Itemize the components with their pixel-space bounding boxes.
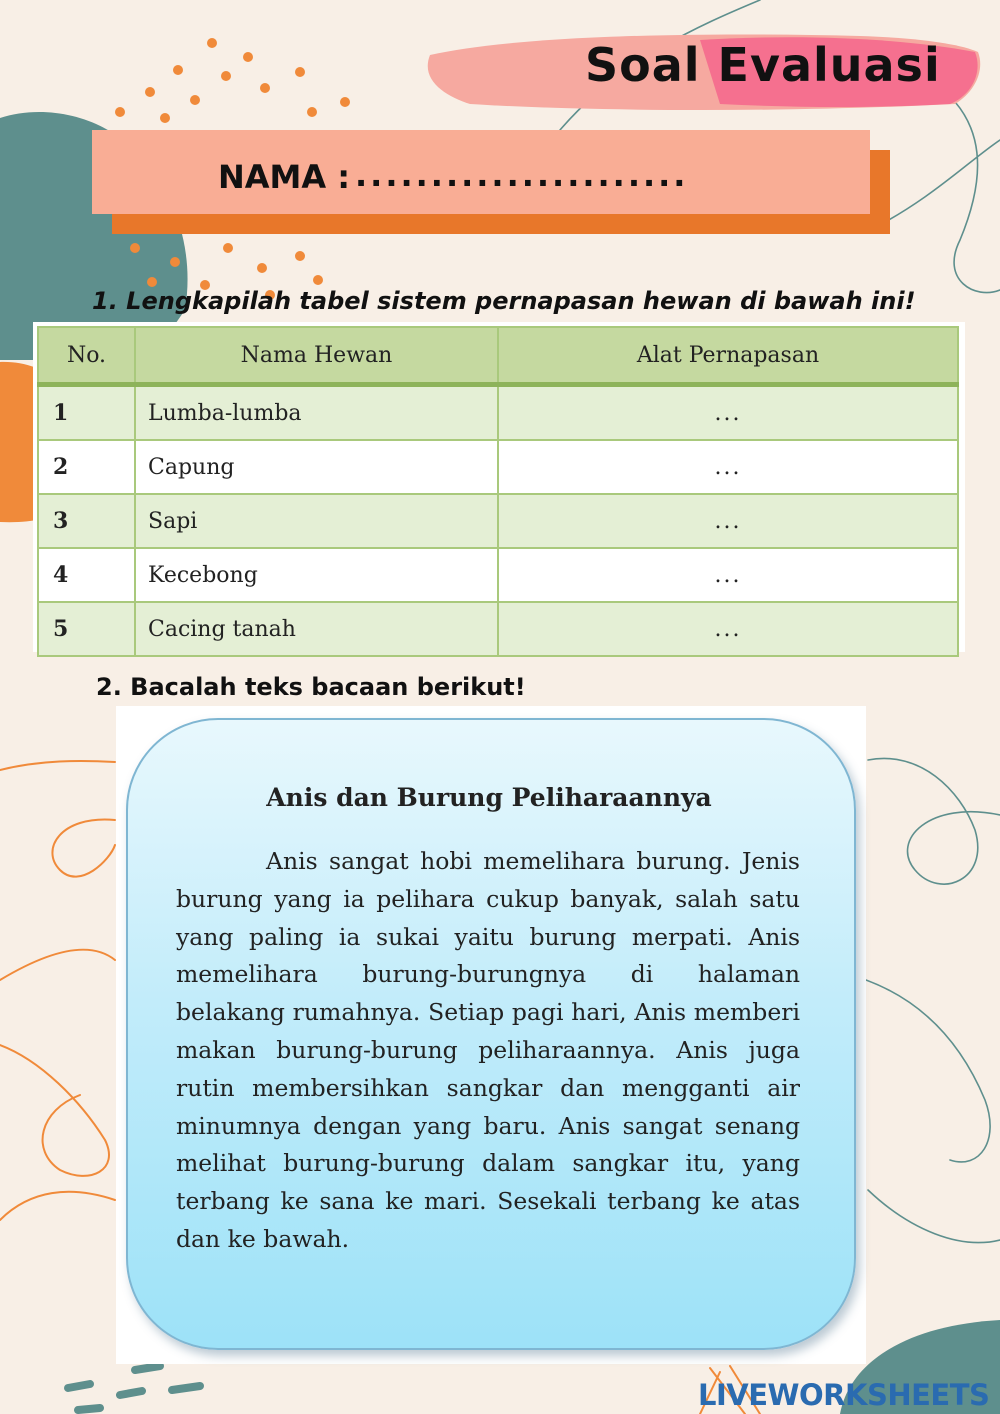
animal-name: Cacing tanah (135, 602, 498, 656)
row-number: 2 (38, 440, 135, 494)
row-number: 3 (38, 494, 135, 548)
animal-name: Sapi (135, 494, 498, 548)
respiratory-organ-blank[interactable]: ... (498, 494, 958, 548)
page-title: Soal Evaluasi (585, 38, 941, 92)
header-no: No. (38, 327, 135, 385)
story-body: Anis sangat hobi memelihara burung. Jenis burung yang ia pelihara cukup banyak, salah satu yang paling ia sukai yaitu burung merpati. Anis memelihara burung-burungnya di halaman belakang rumahnya. Setiap pagi hari, Anis memberi makan burung-burung peliharaannya. Anis juga rutin membersihkan sangkar dan mengganti air minumnya dengan yang baru. Anis sangat senang melihat burung-burung dalam sangkar itu, yang terbang ke sana ke mari. Sesekali terbang ke atas dan ke bawah. (176, 847, 800, 1253)
name-label: NAMA : (218, 158, 351, 196)
animal-name: Capung (135, 440, 498, 494)
respiration-table-container (33, 322, 965, 652)
header-animal-name: Nama Hewan (135, 327, 498, 385)
header-respiratory-organ: Alat Pernapasan (498, 327, 958, 385)
question-1-text: 1. Lengkapilah tabel sistem pernapasan hewan di bawah ini! (92, 287, 916, 315)
animal-name: Lumba-lumba (135, 385, 498, 441)
respiratory-organ-blank[interactable]: ... (498, 548, 958, 602)
table-row (38, 548, 958, 602)
teal-dashes (68, 1366, 200, 1410)
liveworksheets-logo[interactable] (698, 1378, 989, 1412)
table-row (38, 385, 958, 441)
respiratory-organ-blank[interactable]: ... (498, 440, 958, 494)
row-number: 1 (38, 385, 135, 441)
row-number: 5 (38, 602, 135, 656)
story-title: Anis dan Burung Peliharaannya (266, 783, 712, 812)
animal-name: Kecebong (135, 548, 498, 602)
row-number: 4 (38, 548, 135, 602)
name-input-blank[interactable]: ...................... (355, 156, 689, 194)
table-row (38, 494, 958, 548)
question-2-text: 2. Bacalah teks bacaan berikut! (96, 673, 526, 701)
respiratory-organ-blank[interactable]: ... (498, 602, 958, 656)
table-header-row (38, 327, 958, 385)
table-row (38, 440, 958, 494)
liveworksheets-brand-text: LIVEWORKSHEETS (698, 1378, 990, 1412)
respiration-table (37, 326, 959, 657)
table-row (38, 602, 958, 656)
respiratory-organ-blank[interactable]: ... (498, 385, 958, 441)
